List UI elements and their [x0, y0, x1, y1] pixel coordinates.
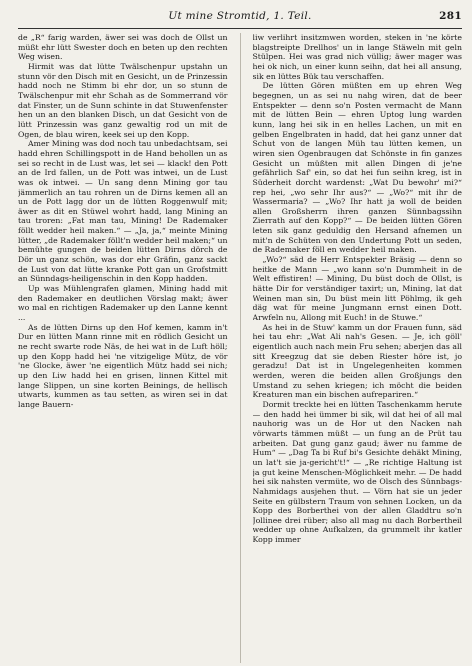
page-number: 281 — [439, 10, 462, 22]
paragraph: As de lütten Dirns up den Hof kemen, kamm in't Dur en lütten Mann rinne mit en rödlich Gesicht un ne recht swarte rode Näs, de hei wat in de Luft höll; up den Kopp hadd hei 'ne vitzigelige Mütz, de vör 'ne Glocke, äwer 'ne eigentlich Mütz hadd sei nich; up den Liw hadd hei en grisen, linnen Kittel mit lange Slippen, un sine korten Beinings, de hellisch utwarts, kummen as tau setten, as wiren sei in dat lange Bauern- — [18, 322, 228, 409]
paragraph: Hirmit was dat lütte Twälschenpur upstahn un stunn vör den Disch mit en Gesicht, un de Prinzessin hadd noch ne Stimm bi ehr dor, un so stunn de Twälschenpur mit ehr Schah as de Sommerrand vör dat Finster, un de Sunn schinte in dat Stuwenfenster hen un an den blanken Disch, un dat Gesicht von de lütt Prinzessin was ganz gewaltig rod un mit de Ogen, de blau wiren, keek sei up den Kopp. — [18, 61, 228, 139]
paragraph: de „R“ farig warden, äwer sei was doch de Ollst un müßt ehr lütt Swester doch en beten up den rechten Weg wisen. — [18, 33, 228, 62]
running-title: Ut mine Stromtid, 1. Teil. — [168, 10, 312, 22]
paragraph: De lütten Gören müßten em up ehren Weg begegnen, un as sei nu nahg wiren, dat de beer Entspekter — denn so'n Posten vermacht de Mann mit de lütten Bein — ehren Uptog lung warden kunn, lang hei sik in en helles Lachen, un mit en gelben Engelbraten in hadd, dat hei ganz unner dat Schut von de langen Müh tau lütten kemen, un wiren sien Ogenbraugen dat Schönste in fin ganzes Gesicht un müßten mit allen Dingen di je'ne gefährlich Saf' ein, so dat hei fun seihn kreg, ist in Süderheit dorcht wardenst: „Wat Du bewohr' mi?“ rep hei, „wo sehr Ihr aus?“ — „Wo?“ mit ihr de Wassermaria? — „Wo? Ihr hatt ja woll de beiden allen Großsherrn ihren ganzen Sünnbagssihn Zierrath auf den Kopp?“ — De beiden lütten Gören leten sik ganz geduldig den Hersand afnemen un mit'n de Schüten von den Undertung Pott un seden, de Rademaker föll en wedder heil maken. — [252, 81, 462, 255]
running-header — [18, 10, 462, 26]
paragraph: Amer Mining was dod noch tau unbedachtsam, sei hadd ehren Schillingspott in de Hand behollen un as sei so recht in de Lust was, let sei — klack! den Pott an de Ird fallen, un de Pott was intwei, un de Lust was ok intwei. — Un sang denn Mining gor tau jämmerlich an tau rohren un de Dirns kemen all an un de Pott lagg dor un de lütten Roggenwulf mit; äwer as dit en Stüwel wohrt hadd, lang Mining an tau troren: „Fat man tau, Mining! De Rademaker föllt wedder heil maken.“ — „Ja, ja,“ meinte Mining lütter, „de Rademaker föllt'n wedder heil maken;“ un bemühte gungen de beiden lütten Dirns dörch de Dör un ganz schön, was dor ehr Gräfin, ganz sackt de Lust von dat lütte kranke Pott gan un Grofstmitt an Sünndags-heiligenschin in den Kopp hadden. — [18, 139, 228, 284]
paragraph: Dormit treckte hei en lütten Taschenkamm herute — den hadd hei ümmer bi sik, wil dat hei of all mal nauhorig was un de Hor ut den Nacken nah vörwarts tämmen müßt — un fung an de Prüt tau arbeiten. Dat gung ganz gaud; äwer nu famme de Hum“ — „Dag Ta bi Ruf bi's Gesichte dehäkt Mining, un lat't sie ja-gericht't!“ — „Re richtige Haltung ist ja gut keine Menschen-Möglichkeit mehr. — De hadd hei sik nahsten vermüte, wo de Olsch des Sünnbags-Nahmidags ausjehen thut. — Vörn hat sie un jeder Seite en gülbstern Traum von sehnen Locken, un da Kopp des Borberthei von der allen Gladdtru so'n Jollinee drei rüber; also all mag nu dach Borbertheil wedder up ohne Aufkalzen, da grummelt ihr katler Kopp immer — [252, 399, 462, 545]
right-column — [253, 33, 463, 663]
text-columns — [18, 33, 462, 663]
column-divider — [240, 33, 241, 663]
paragraph: liw verlihrt insitzmwen worden, steken in 'ne körte blagstreipte Drellhos' un in lange Stäweln mit geln Stülpen. Hei was grad nich vüllig; äwer mager was hei ok nich, un einer kunn seihn, dat hei all ansung, sik en lüttes Bük tau verschaffen. — [252, 33, 462, 81]
paragraph: „Wo?“ säd de Herr Entspekter Bräsig — denn so heitke de Mann — „wo kann so'n Dummheit in de Welt effistiren! — Mining, Du büst doch de Ollst, is hätte Dir for verständiger taxirt; un, Mining, lat dat Weinen man sin, Du büst mein litt Pöhlmg, ik geh däg wat für meine Jungmann ernst einen Dott. Arwfeln nu, Allong mit Euch! in de Stuwe.“ — [252, 255, 462, 323]
paragraph: Up was Mühlengrafen glamen, Mining hadd mit den Rademaker en deutlichen Vörslag makt; äwer wo mal en richtigen Rademaker up den Lanne kennt ... — [18, 284, 228, 323]
left-column — [18, 33, 228, 663]
header-rule — [18, 28, 462, 29]
paragraph: As hei in de Stuw' kamm un dor Frauen funn, säd hei tau ehr: „Wat Ali nah's Gesen. — Je, ich göll' eigentlich auch nach mein Fru sehen; aberjen das all sitt Kreegzug dat sie deben Riester höre ist, jo geradzu! Dat ist in Ungelegenheiten kommen werden, weren die beiden allen Großjungs den Umstand zu sehen kriegen; ich möcht die beiden Kreaturen man ein bischen aufrepariren.“ — [252, 322, 462, 400]
